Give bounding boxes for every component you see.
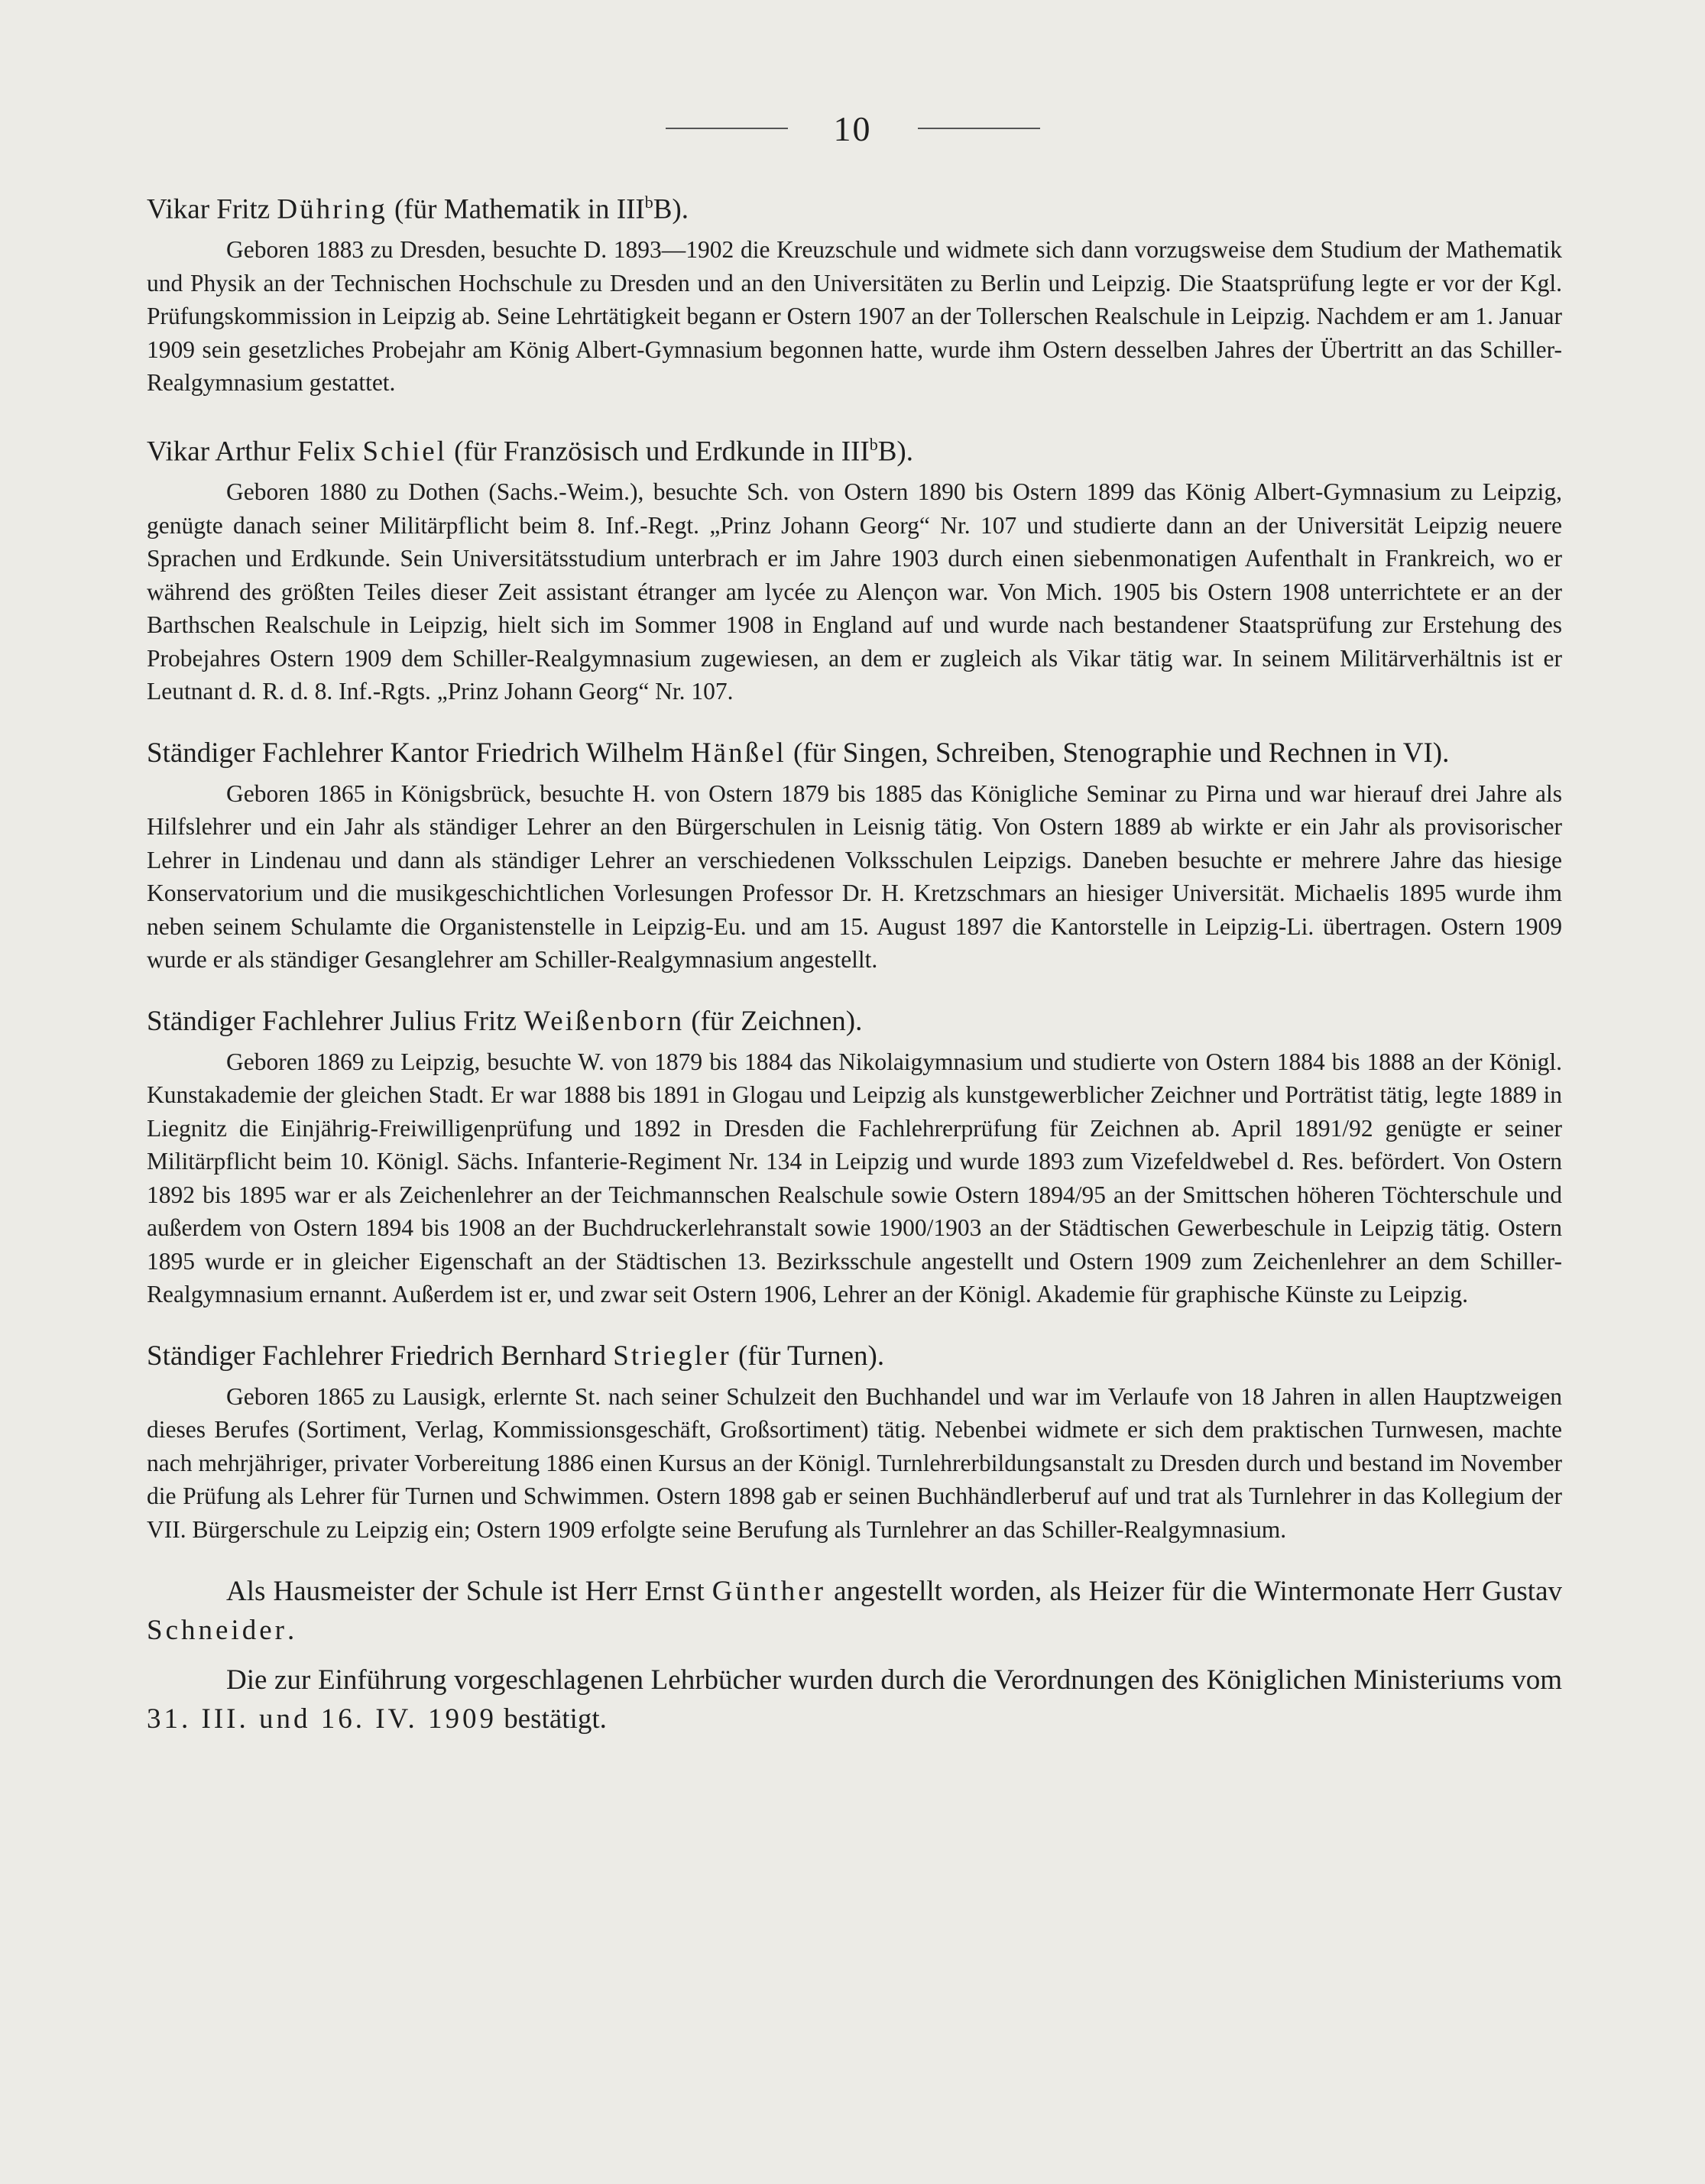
closing-staff-paragraph bbox=[147, 1572, 1562, 1650]
closing-text: Die zur Einführung vorgeschlagenen Lehrbücher wurden durch die Verordnungen des Königlichen Ministeriums vom bbox=[226, 1664, 1562, 1696]
entry-striegler bbox=[147, 1337, 1562, 1547]
heading-subject: (für Französisch und Erdkunde in III bbox=[446, 436, 870, 468]
entry-duehring bbox=[147, 183, 1562, 400]
entry-body: Geboren 1865 zu Lausigk, erlernte St. nach seiner Schulzeit den Buchhandel und war im Verlaufe von 18 Jahren in allen Hauptzweigen dieses Berufes (Sortiment, Verlag, Kommissionsgeschäft, Großsortiment) tätig. Nebenbei widmete er sich dem praktischen Turnwesen, machte nach mehrjähriger, privater Vorbereitung 1886 einen Kursus an der Königl. Turnlehrerbildungsanstalt zu Dresden durch und bestand im November die Prüfung als Lehrer für Turnen und Schwimmen. Ostern 1898 gab er seinen Buchhändlerberuf auf und trat als Turnlehrer in das Kollegium der VII. Bürgerschule zu Leipzig ein; Ostern 1909 erfolgte seine Berufung als Turnlehrer an das Schiller-Realgymnasium. bbox=[147, 1382, 1562, 1543]
entry-heading bbox=[147, 1003, 1562, 1041]
heading-surname: Striegler bbox=[613, 1340, 731, 1372]
header-rule-left bbox=[666, 128, 788, 129]
closing-text: angestellt worden, als Heizer für die Wintermonate Herr Gustav bbox=[826, 1576, 1563, 1608]
header-rule-right bbox=[918, 128, 1040, 129]
heading-surname: Hänßel bbox=[690, 737, 786, 769]
heading-subject: (für Zeichnen). bbox=[684, 1005, 863, 1037]
page-content bbox=[147, 183, 1562, 1749]
entry-body: Geboren 1869 zu Leipzig, besuchte W. von 1879 bis 1884 das Nikolaigymnasium und studierte von Ostern 1884 bis 1888 an der Königl. Kunstakademie der gleichen Stadt. Er war 1888 bis 1891 in Glogau und Leipzig als kunstgewerblicher Zeichner und Porträtist tätig, legte 1889 in Liegnitz die Einjährig-Freiwilligenprüfung und 1892 in Dresden die Fachlehrerprüfung für Zeichnen ab. April 1891/92 genügte er seiner Militärpflicht beim 10. Königl. Sächs. Infanterie-Regiment Nr. 134 in Leipzig und wurde 1893 zum Vizefeldwebel d. Res. befördert. Von Ostern 1892 bis 1895 war er als Zeichenlehrer an der Teichmannschen Realschule sowie Ostern 1894/95 an der Smittschen höheren Töchterschule und außerdem von Ostern 1894 bis 1908 an der Buchdruckerlehranstalt sowie 1900/1903 an der Städtischen Gewerbeschule in Leipzig tätig. Ostern 1895 wurde er in gleicher Eigenschaft an der Städtischen 13. Bezirksschule angestellt und Ostern 1909 zum Zeichenlehrer an dem Schiller-Realgymnasium ernannt. Außerdem ist er, und zwar seit Ostern 1906, Lehrer an der Königl. Akademie für graphische Künste zu Leipzig. bbox=[147, 1048, 1562, 1308]
decree-dates: 31. III. und 16. IV. 1909 bbox=[147, 1703, 497, 1735]
heading-title: Ständiger Fachlehrer Julius Fritz bbox=[147, 1005, 524, 1037]
heading-end: B). bbox=[653, 193, 689, 225]
heading-subject: (für Mathematik in III bbox=[387, 193, 645, 225]
entry-body: Geboren 1865 in Königsbrück, besuchte H. von Ostern 1879 bis 1885 das Königliche Seminar zu Pirna und war hierauf drei Jahre als Hilfslehrer und ein Jahr als ständiger Lehrer an den Bürgerschulen in Leisnig tätig. Von Ostern 1889 ab wirkte er ein Jahr als provisorischer Lehrer in Lindenau und dann als ständiger Lehrer an verschiedenen Volksschulen Leipzigs. Daneben besuchte er mehrere Jahre das hiesige Konservatorium und die musikgeschichtlichen Vorlesungen Professor Dr. H. Kretzschmars an hiesiger Universität. Michaelis 1895 wurde ihm neben seinem Schulamte die Organistenstelle in Leipzig-Eu. und am 15. August 1897 die Kantorstelle in Leipzig-Li. übertragen. Ostern 1909 wurde er als ständiger Gesanglehrer am Schiller-Realgymnasium angestellt. bbox=[147, 779, 1562, 974]
entry-weissenborn bbox=[147, 1003, 1562, 1311]
heading-subject: (für Singen, Schreiben, Stenographie und Rechnen in VI). bbox=[786, 737, 1450, 769]
entry-heading bbox=[147, 1337, 1562, 1376]
caretaker-name: Günther bbox=[711, 1576, 827, 1608]
closing-text: bestätigt. bbox=[497, 1703, 607, 1735]
closing-text: Als Hausmeister der Schule ist Herr Ernst bbox=[226, 1576, 712, 1608]
entry-heading bbox=[147, 183, 1562, 228]
heater-name: Schneider bbox=[147, 1615, 287, 1647]
entry-body: Geboren 1880 zu Dothen (Sachs.-Weim.), besuchte Sch. von Ostern 1890 bis Ostern 1899 das König Albert-Gymnasium zu Leipzig, genügte danach seiner Militärpflicht beim 8. Inf.-Regt. „Prinz Johann Georg“ Nr. 107 und studierte dann an der Universität Leipzig neuere Sprachen und Erdkunde. Sein Universitätsstudium unterbrach er im Jahre 1903 durch einen siebenmonatigen Aufenthalt in Frankreich, wo er während des größten Teiles dieser Zeit assistant étranger am lycée zu Alençon war. Von Mich. 1905 bis Ostern 1908 unterrichtete er an der Barthschen Realschule in Leipzig, hielt sich im Sommer 1908 in England auf und wurde nach bestandener Staatsprüfung zur Erstehung des Probejahres Ostern 1909 dem Schiller-Realgymnasium zugewiesen, an dem er zugleich als Vikar tätig war. In seinem Militärverhältnis ist er Leutnant d. R. d. 8. Inf.-Rgts. „Prinz Johann Georg“ Nr. 107. bbox=[147, 478, 1562, 705]
heading-title: Ständiger Fachlehrer Kantor Friedrich Wilhelm bbox=[147, 737, 691, 769]
entry-body: Geboren 1883 zu Dresden, besuchte D. 1893—1902 die Kreuzschule und widmete sich dann vorzugsweise dem Studium der Mathematik und Physik an der Technischen Hochschule zu Dresden und an den Universitäten zu Berlin und Leipzig. Die Staatsprüfung legte er vor der Kgl. Prüfungskommission in Leipzig ab. Seine Lehrtätigkeit begann er Ostern 1907 an der Tollerschen Realschule in Leipzig. Nachdem er am 1. Januar 1909 sein gesetzliches Probejahr am König Albert-Gymnasium begonnen hatte, wurde ihm Ostern desselben Jahres der Übertritt an das Schiller-Realgymnasium gestattet. bbox=[147, 236, 1562, 397]
entry-heading bbox=[147, 426, 1562, 471]
entry-haenssel bbox=[147, 734, 1562, 977]
heading-end: B). bbox=[877, 436, 913, 468]
heading-title: Vikar Fritz bbox=[147, 193, 277, 225]
heading-superscript: b bbox=[869, 434, 878, 454]
page-header bbox=[0, 105, 1705, 151]
heading-surname: Weißenborn bbox=[523, 1005, 685, 1037]
heading-title: Vikar Arthur Felix bbox=[147, 436, 363, 468]
entry-heading bbox=[147, 734, 1562, 773]
entry-schiel bbox=[147, 426, 1562, 708]
closing-text: . bbox=[287, 1615, 295, 1647]
heading-surname: Schiel bbox=[362, 436, 447, 468]
heading-subject: (für Turnen). bbox=[731, 1340, 885, 1372]
heading-surname: Dühring bbox=[277, 193, 387, 225]
closing-textbooks-paragraph bbox=[147, 1661, 1562, 1738]
page-number: 10 bbox=[833, 109, 872, 148]
heading-superscript: b bbox=[644, 193, 653, 212]
heading-title: Ständiger Fachlehrer Friedrich Bernhard bbox=[147, 1340, 614, 1372]
